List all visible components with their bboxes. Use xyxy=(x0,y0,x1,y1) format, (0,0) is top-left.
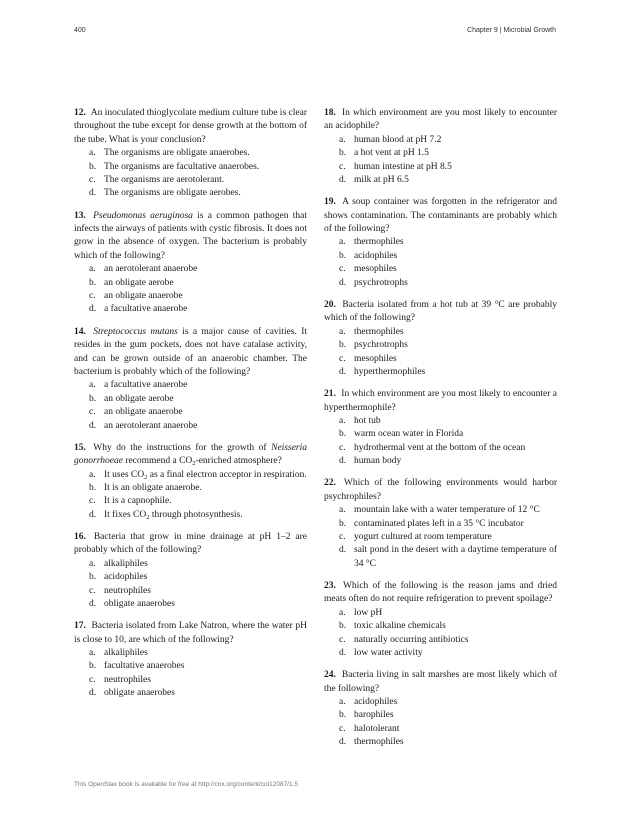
subscript-text: 2 xyxy=(146,513,150,521)
option-letter: d. xyxy=(89,599,97,609)
answer-option xyxy=(324,147,557,160)
option-text xyxy=(104,509,307,522)
text-run: is a major cause of cavities. It resides in the gum pockets, does not have catalase activity, and can be grown outside of an anaerobic chamber. The bacterium is probably which of the following? xyxy=(74,326,307,377)
question-number: 15. xyxy=(74,442,86,453)
answer-option xyxy=(74,585,307,598)
answer-option xyxy=(74,660,307,673)
option-text: naturally occurring antibiotics xyxy=(354,634,469,645)
option-text: milk at pH 6.5 xyxy=(354,175,409,186)
answer-option xyxy=(74,469,307,482)
option-letter: d. xyxy=(89,304,97,315)
option-text: The organisms are aerotolerant. xyxy=(104,175,225,186)
answer-option xyxy=(324,415,557,428)
option-letter: d. xyxy=(89,188,97,199)
option-letter: c. xyxy=(89,175,96,186)
question-number: 22. xyxy=(324,478,336,489)
answer-option xyxy=(74,161,307,174)
italic-text: Streptococcus mutans xyxy=(93,326,178,337)
question-number: 24. xyxy=(324,670,336,681)
option-letter: a. xyxy=(89,264,96,275)
text-run: It uses CO xyxy=(104,469,145,480)
option-letter: b. xyxy=(339,250,347,261)
option-letter: a. xyxy=(89,380,96,391)
answer-option xyxy=(324,428,557,441)
option-text: an aerotolerant anaerobe xyxy=(104,264,198,275)
option-text: thermophiles xyxy=(354,326,404,337)
answer-option xyxy=(74,495,307,508)
option-letter: a. xyxy=(89,558,96,569)
option-letter: c. xyxy=(89,496,96,507)
text-run: In which environment are you most likely to encounter an acidophile? xyxy=(324,108,558,132)
option-letter: c. xyxy=(339,264,346,275)
question-12 xyxy=(74,107,307,201)
question-stem xyxy=(74,107,307,147)
question-number: 20. xyxy=(324,299,336,310)
chapter-title: Chapter 9 | Microbial Growth xyxy=(467,27,556,34)
option-text: an obligate anaerobe xyxy=(104,291,183,302)
question-number: 13. xyxy=(74,210,86,221)
question-stem xyxy=(74,442,307,469)
answer-options xyxy=(74,647,307,701)
answer-options xyxy=(74,558,307,612)
option-letter: b. xyxy=(339,148,347,159)
option-letter: a. xyxy=(89,148,96,159)
answer-option xyxy=(74,558,307,571)
option-letter: a. xyxy=(339,697,346,708)
answer-option xyxy=(74,674,307,687)
question-stem xyxy=(324,388,557,415)
option-letter: d. xyxy=(339,456,347,467)
text-run: In which environment are you most likely to encounter a hyperthermophile? xyxy=(324,389,557,413)
answer-option xyxy=(324,366,557,379)
option-letter: b. xyxy=(339,621,347,632)
option-letter: c. xyxy=(89,291,96,302)
question-stem xyxy=(324,669,557,696)
option-letter: a. xyxy=(339,607,346,618)
option-letter: d. xyxy=(339,545,347,556)
answer-option xyxy=(324,442,557,455)
question-24 xyxy=(324,669,557,749)
answer-option xyxy=(324,250,557,263)
option-text: a hot vent at pH 1.5 xyxy=(354,148,429,159)
answer-option xyxy=(324,263,557,276)
text-run: through photosynthesis. xyxy=(149,509,243,520)
text-run: -enriched atmosphere? xyxy=(195,456,282,467)
option-letter: d. xyxy=(339,366,347,377)
text-run: An inoculated thioglycolate medium culture tube is clear throughout the tube except for dense growth at the bottom of the tube. What is your conclusion? xyxy=(74,108,307,145)
italic-text: Neisseria gonorrhoeae xyxy=(74,442,307,467)
text-run: as a final electron acceptor in respiration. xyxy=(147,469,307,480)
question-stem xyxy=(324,196,557,236)
option-text: contaminated plates left in a 35 °C incubator xyxy=(354,518,524,529)
answer-option xyxy=(74,393,307,406)
answer-options xyxy=(324,236,557,290)
text-run: is a common pathogen that infects the airways of patients with cystic fibrosis. It does not grow in the absence of oxygen. The bacterium is probably which of the following? xyxy=(74,210,308,261)
answer-option xyxy=(324,236,557,249)
text-run: Bacteria isolated from Lake Natron, where the water pH is close to 10, are which of the following? xyxy=(74,621,307,645)
text-run: It fixes CO xyxy=(104,509,147,520)
option-letter: a. xyxy=(89,469,96,480)
answer-option xyxy=(324,326,557,339)
answer-option xyxy=(324,134,557,147)
question-21 xyxy=(324,388,557,468)
option-letter: c. xyxy=(339,161,346,172)
question-number: 23. xyxy=(324,580,336,591)
answer-option xyxy=(324,620,557,633)
option-text: mesophiles xyxy=(354,353,397,364)
option-letter: c. xyxy=(89,585,96,596)
option-text: barophiles xyxy=(354,710,394,721)
option-text: neutrophiles xyxy=(104,674,151,685)
option-text: acidophiles xyxy=(354,250,398,261)
answer-option xyxy=(74,598,307,611)
text-run: Bacteria that grow in mine drainage at pH 1–2 are probably which of the following? xyxy=(74,531,307,556)
option-text: human intestine at pH 8.5 xyxy=(354,161,452,172)
option-letter: d. xyxy=(339,737,347,748)
answer-option xyxy=(74,687,307,700)
answer-options xyxy=(74,379,307,433)
option-text: alkaliphiles xyxy=(104,558,148,569)
answer-option xyxy=(324,544,557,571)
question-number: 12. xyxy=(74,108,86,118)
question-stem xyxy=(324,107,557,134)
option-text: toxic alkaline chemicals xyxy=(354,621,446,632)
question-number: 18. xyxy=(324,108,336,118)
text-run: Bacteria living in salt marshes are most likely which of the following? xyxy=(324,670,557,694)
option-text: human blood at pH 7.2 xyxy=(354,134,442,145)
answer-option xyxy=(74,263,307,276)
italic-text: Pseudomonas aeruginosa xyxy=(93,210,193,221)
page-number: 400 xyxy=(74,27,86,34)
option-text: mountain lake with a water temperature of 12 °C xyxy=(354,505,540,516)
option-text: warm ocean water in Florida xyxy=(354,429,464,440)
question-number: 16. xyxy=(74,531,86,542)
option-text: mesophiles xyxy=(354,264,397,275)
option-letter: c. xyxy=(339,353,346,364)
answer-option xyxy=(74,147,307,160)
answer-option xyxy=(74,379,307,392)
answer-option xyxy=(324,634,557,647)
option-letter: b. xyxy=(339,429,347,440)
option-text: facultative anaerobes xyxy=(104,661,185,672)
question-number: 17. xyxy=(74,621,86,632)
answer-option xyxy=(74,509,307,522)
option-text: hot tub xyxy=(354,415,381,426)
answer-option xyxy=(324,455,557,468)
answer-option xyxy=(74,406,307,419)
question-18 xyxy=(324,107,557,187)
option-text: The organisms are obligate aerobes. xyxy=(104,188,241,199)
option-letter: b. xyxy=(89,393,97,404)
option-text: thermophiles xyxy=(354,237,404,248)
option-letter: a. xyxy=(339,134,346,145)
option-text: obligate anaerobes xyxy=(104,688,175,699)
option-text: psychrotrophs xyxy=(354,340,408,351)
option-text: an obligate aerobe xyxy=(104,277,174,288)
option-letter: c. xyxy=(89,674,96,685)
option-letter: b. xyxy=(339,710,347,721)
text-run: Bacteria isolated from a hot tub at 39 °C are probably which of the following? xyxy=(324,299,558,324)
subscript-text: 2 xyxy=(192,460,196,468)
footer-note: This OpenStax book is available for free at http://cnx.org/content/col12087/1.5 xyxy=(74,781,299,788)
answer-options xyxy=(324,696,557,750)
option-text: a facultative anaerobe xyxy=(104,380,188,391)
option-letter: b. xyxy=(89,482,97,493)
option-letter: d. xyxy=(339,648,347,659)
answer-options xyxy=(324,504,557,571)
answer-options xyxy=(324,415,557,469)
option-text: an obligate anaerobe xyxy=(104,407,183,418)
answer-option xyxy=(324,607,557,620)
option-text: acidophiles xyxy=(104,572,148,583)
text-run: A soup container was forgotten in the refrigerator and shows contamination. The contaminants are probably which of the following? xyxy=(324,197,557,235)
answer-option xyxy=(74,482,307,495)
option-letter: c. xyxy=(339,634,346,645)
option-text: acidophiles xyxy=(354,697,398,708)
answer-option xyxy=(324,277,557,290)
answer-option xyxy=(324,647,557,660)
question-23 xyxy=(324,580,557,660)
option-text: an obligate aerobe xyxy=(104,393,174,404)
answer-option xyxy=(74,277,307,290)
answer-option xyxy=(324,339,557,352)
answer-option xyxy=(74,187,307,200)
option-text: halotolerant xyxy=(354,723,400,734)
option-letter: a. xyxy=(339,237,346,248)
question-14 xyxy=(74,326,307,433)
option-letter: d. xyxy=(89,509,97,520)
answer-option xyxy=(74,647,307,660)
option-letter: b. xyxy=(339,518,347,529)
option-text: obligate anaerobes xyxy=(104,599,175,609)
option-text: The organisms are facultative anaerobes. xyxy=(104,161,260,172)
answer-option xyxy=(74,174,307,187)
answer-options xyxy=(74,147,307,201)
answer-option xyxy=(324,518,557,531)
question-stem xyxy=(74,210,307,264)
answer-options xyxy=(74,469,307,523)
option-letter: d. xyxy=(89,420,97,431)
answer-option xyxy=(324,696,557,709)
option-letter: a. xyxy=(339,326,346,337)
option-letter: b. xyxy=(339,340,347,351)
option-letter: a. xyxy=(339,415,346,426)
left-column xyxy=(74,107,307,709)
option-text: It is an obligate anaerobe. xyxy=(104,482,202,493)
question-number: 21. xyxy=(324,389,336,400)
text-run: recommend a CO xyxy=(122,456,193,467)
question-stem xyxy=(74,326,307,380)
answer-option xyxy=(74,303,307,316)
answer-options xyxy=(324,607,557,661)
option-text: hyperthermophiles xyxy=(354,366,426,377)
question-stem xyxy=(324,299,557,326)
option-text: salt pond in the desert with a daytime temperature of 34 °C xyxy=(354,545,557,569)
question-17 xyxy=(74,620,307,700)
answer-options xyxy=(324,134,557,188)
question-stem xyxy=(74,620,307,647)
option-text: low water activity xyxy=(354,648,423,659)
answer-option xyxy=(324,161,557,174)
text-run: Which of the following is the reason jams and dried meats often do not require refrigeration to prevent spoilage? xyxy=(324,580,557,605)
option-letter: a. xyxy=(339,505,346,516)
option-text: a facultative anaerobe xyxy=(104,304,188,315)
option-text: alkaliphiles xyxy=(104,648,148,659)
question-stem xyxy=(74,531,307,558)
question-22 xyxy=(324,477,557,571)
option-text: human body xyxy=(354,456,402,467)
option-text: an aerotolerant anaerobe xyxy=(104,420,198,431)
option-text: yogurt cultured at room temperature xyxy=(354,531,492,542)
question-number: 19. xyxy=(324,197,336,208)
option-letter: a. xyxy=(89,648,96,659)
answer-option xyxy=(324,504,557,517)
option-text: thermophiles xyxy=(354,737,404,748)
answer-option xyxy=(324,531,557,544)
answer-option xyxy=(74,290,307,303)
option-text: hydrothermal vent at the bottom of the ocean xyxy=(354,442,526,453)
option-letter: b. xyxy=(89,161,97,172)
question-16 xyxy=(74,531,307,611)
option-text: neutrophiles xyxy=(104,585,151,596)
option-letter: b. xyxy=(89,277,97,288)
text-run: Which of the following environments would harbor psychrophiles? xyxy=(324,478,557,502)
answer-option xyxy=(324,736,557,749)
right-column xyxy=(324,107,557,758)
question-13 xyxy=(74,210,307,317)
option-letter: c. xyxy=(89,407,96,418)
question-19 xyxy=(324,196,557,290)
option-text: low pH xyxy=(354,607,383,618)
answer-option xyxy=(324,353,557,366)
option-letter: b. xyxy=(89,572,97,583)
question-stem xyxy=(324,580,557,607)
option-letter: d. xyxy=(89,688,97,699)
option-letter: d. xyxy=(339,277,347,288)
subscript-text: 2 xyxy=(144,473,148,481)
option-text: The organisms are obligate anaerobes. xyxy=(104,148,250,159)
answer-option xyxy=(324,174,557,187)
answer-options xyxy=(324,326,557,380)
option-text: psychrotrophs xyxy=(354,277,408,288)
option-letter: c. xyxy=(339,531,346,542)
option-text xyxy=(104,469,307,482)
question-number: 14. xyxy=(74,326,86,337)
option-text: It is a capnophile. xyxy=(104,496,172,507)
option-letter: c. xyxy=(339,442,346,453)
question-15 xyxy=(74,442,307,522)
answer-option xyxy=(74,571,307,584)
option-letter: b. xyxy=(89,661,97,672)
text-run: Why do the instructions for the growth of xyxy=(93,442,272,453)
question-stem xyxy=(324,477,557,504)
answer-option xyxy=(74,420,307,433)
answer-option xyxy=(324,709,557,722)
answer-options xyxy=(74,263,307,317)
option-letter: d. xyxy=(339,175,347,186)
question-20 xyxy=(324,299,557,379)
answer-option xyxy=(324,723,557,736)
option-letter: c. xyxy=(339,723,346,734)
